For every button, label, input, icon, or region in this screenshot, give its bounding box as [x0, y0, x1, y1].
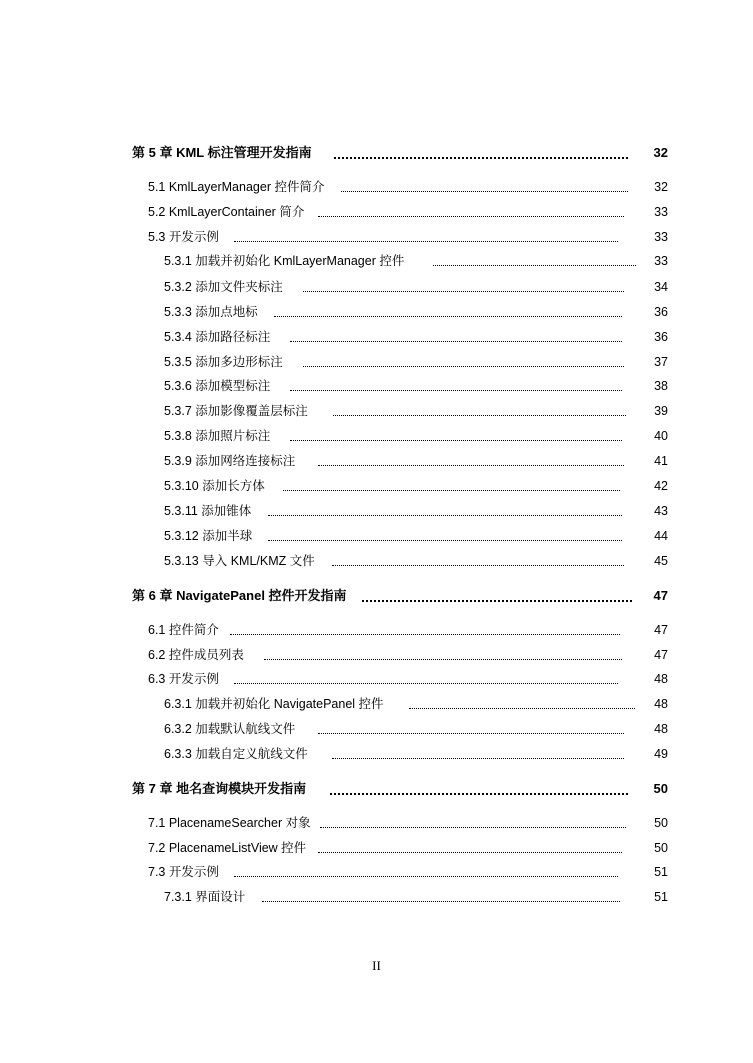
toc-entry-page: 36 [654, 330, 668, 344]
toc-entry-label: 6.3.1 加载并初始化 NavigatePanel 控件 [164, 697, 384, 711]
toc-entry-section[interactable] [0, 838, 753, 858]
toc-entry-label: 6.1 控件简介 [148, 623, 219, 637]
toc-entry-page: 34 [654, 280, 668, 294]
toc-entry-page: 39 [654, 404, 668, 418]
dot-leader [334, 157, 628, 159]
toc-entry-label: 6.3 开发示例 [148, 672, 219, 686]
dot-leader [318, 216, 624, 217]
toc-entry-page: 40 [654, 429, 668, 443]
toc-entry-subsection[interactable] [0, 744, 753, 764]
dot-leader [318, 733, 624, 734]
toc-entry-subsection[interactable] [0, 426, 753, 446]
dot-leader [332, 565, 624, 566]
toc-entry-page: 33 [654, 205, 668, 219]
toc-entry-page: 49 [654, 747, 668, 761]
toc-entry-label: 5.1 KmlLayerManager 控件简介 [148, 180, 325, 194]
page-number: II [372, 958, 381, 973]
toc-entry-label: 5.3.4 添加路径标注 [164, 330, 271, 344]
dot-leader [274, 316, 622, 317]
toc-entry-page: 48 [654, 672, 668, 686]
toc-entry-section[interactable] [0, 177, 753, 197]
toc-entry-label: 6.3.3 加载自定义航线文件 [164, 747, 308, 761]
dot-leader [268, 540, 622, 541]
dot-leader [318, 465, 624, 466]
dot-leader [234, 241, 618, 242]
toc-entry-subsection[interactable] [0, 526, 753, 546]
dot-leader [330, 793, 628, 795]
toc-entry-page: 33 [654, 254, 668, 268]
toc-entry-label: 5.3.9 添加网络连接标注 [164, 454, 296, 468]
dot-leader [320, 827, 626, 828]
toc-entry-chapter[interactable] [0, 586, 753, 606]
dot-leader [290, 341, 622, 342]
toc-entry-label: 5.3.10 添加长方体 [164, 479, 265, 493]
toc-entry-subsection[interactable] [0, 501, 753, 521]
dot-leader [333, 415, 626, 416]
toc-entry-section[interactable] [0, 813, 753, 833]
dot-leader [234, 876, 618, 877]
toc-entry-page: 47 [654, 648, 668, 662]
toc-entry-page: 41 [654, 454, 668, 468]
dot-leader [268, 515, 622, 516]
toc-entry-page: 36 [654, 305, 668, 319]
toc-entry-page: 32 [653, 145, 668, 160]
toc-entry-subsection[interactable] [0, 401, 753, 421]
toc-entry-section[interactable] [0, 862, 753, 882]
toc-entry-page: 32 [654, 180, 668, 194]
toc-entry-page: 50 [654, 816, 668, 830]
toc-entry-page: 51 [654, 890, 668, 904]
toc-entry-subsection[interactable] [0, 476, 753, 496]
toc-entry-page: 48 [654, 697, 668, 711]
toc-entry-label: 6.3.2 加载默认航线文件 [164, 722, 296, 736]
dot-leader [341, 191, 628, 192]
toc-entry-page: 45 [654, 554, 668, 568]
toc-entry-label: 7.3 开发示例 [148, 865, 219, 879]
toc-entry-page: 50 [653, 781, 668, 796]
dot-leader [362, 600, 632, 602]
dot-leader [262, 901, 620, 902]
toc-entry-subsection[interactable] [0, 694, 753, 714]
toc-entry-label: 第 7 章 地名查询模块开发指南 [132, 781, 307, 796]
dot-leader [283, 490, 620, 491]
dot-leader [230, 634, 620, 635]
toc-entry-label: 7.1 PlacenameSearcher 对象 [148, 816, 311, 830]
toc-entry-subsection[interactable] [0, 887, 753, 907]
toc-entry-section[interactable] [0, 645, 753, 665]
toc-entry-subsection[interactable] [0, 352, 753, 372]
toc-entry-label: 5.3 开发示例 [148, 230, 219, 244]
toc-entry-page: 44 [654, 529, 668, 543]
toc-entry-label: 6.2 控件成员列表 [148, 648, 244, 662]
toc-entry-label: 5.3.3 添加点地标 [164, 305, 258, 319]
toc-entry-label: 5.3.5 添加多边形标注 [164, 355, 283, 369]
toc-entry-page: 51 [654, 865, 668, 879]
dot-leader [290, 440, 622, 441]
toc-entry-section[interactable] [0, 620, 753, 640]
toc-entry-subsection[interactable] [0, 719, 753, 739]
toc-entry-subsection[interactable] [0, 277, 753, 297]
toc-entry-section[interactable] [0, 227, 753, 247]
toc-entry-page: 38 [654, 379, 668, 393]
dot-leader [318, 852, 622, 853]
toc-entry-page: 50 [654, 841, 668, 855]
toc-entry-subsection[interactable] [0, 302, 753, 322]
toc-entry-label: 5.3.8 添加照片标注 [164, 429, 271, 443]
toc-entry-label: 5.3.11 添加锥体 [164, 504, 252, 518]
toc-entry-chapter[interactable] [0, 143, 753, 163]
toc-entry-page: 48 [654, 722, 668, 736]
dot-leader [433, 265, 636, 266]
toc-entry-chapter[interactable] [0, 779, 753, 799]
dot-leader [303, 366, 624, 367]
toc-entry-label: 第 6 章 NavigatePanel 控件开发指南 [132, 588, 347, 603]
toc-entry-label: 5.3.13 导入 KML/KMZ 文件 [164, 554, 315, 568]
toc-entry-label: 5.2 KmlLayerContainer 简介 [148, 205, 305, 219]
toc-entry-page: 37 [654, 355, 668, 369]
dot-leader [234, 683, 618, 684]
toc-entry-label: 5.3.1 加载并初始化 KmlLayerManager 控件 [164, 254, 405, 268]
toc-entry-subsection[interactable] [0, 451, 753, 471]
dot-leader [290, 390, 622, 391]
toc-entry-label: 第 5 章 KML 标注管理开发指南 [132, 145, 312, 160]
dot-leader [303, 291, 624, 292]
toc-entry-label: 5.3.7 添加影像覆盖层标注 [164, 404, 308, 418]
toc-entry-label: 7.3.1 界面设计 [164, 890, 246, 904]
toc-entry-page: 43 [654, 504, 668, 518]
toc-entry-label: 5.3.2 添加文件夹标注 [164, 280, 283, 294]
toc-entry-section[interactable] [0, 202, 753, 222]
dot-leader [264, 659, 622, 660]
toc-entry-subsection[interactable] [0, 551, 753, 571]
toc-entry-page: 33 [654, 230, 668, 244]
toc-entry-subsection[interactable] [0, 376, 753, 396]
toc-entry-label: 5.3.12 添加半球 [164, 529, 253, 543]
toc-entry-page: 42 [654, 479, 668, 493]
toc-entry-subsection[interactable] [0, 251, 753, 271]
toc-entry-label: 7.2 PlacenameListView 控件 [148, 841, 307, 855]
toc-entry-page: 47 [653, 588, 668, 603]
toc-entry-subsection[interactable] [0, 327, 753, 347]
toc-entry-section[interactable] [0, 669, 753, 689]
dot-leader [332, 758, 624, 759]
toc-entry-label: 5.3.6 添加模型标注 [164, 379, 271, 393]
toc-entry-page: 47 [654, 623, 668, 637]
dot-leader [409, 708, 635, 709]
